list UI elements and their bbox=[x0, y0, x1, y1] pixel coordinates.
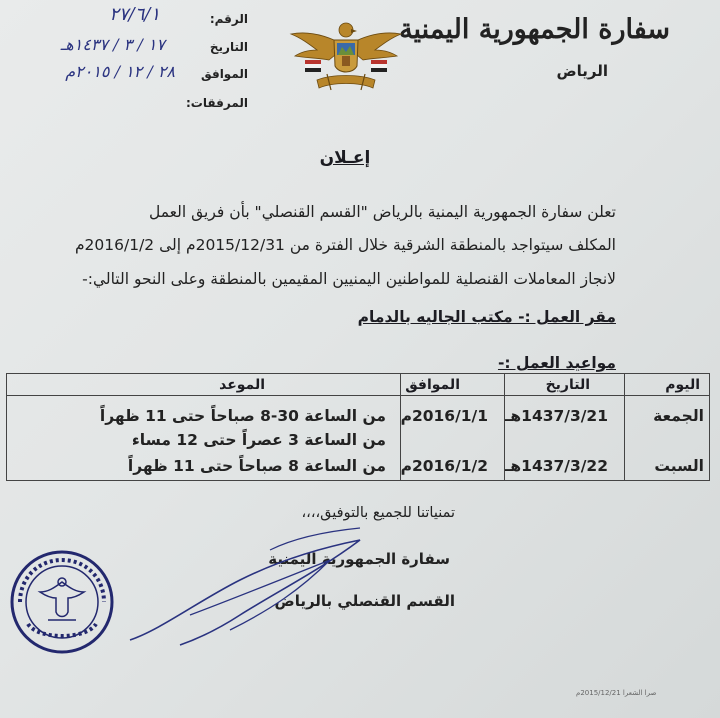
table-border-right bbox=[709, 373, 710, 481]
attachments-label: المرفقات: bbox=[186, 96, 248, 110]
row-date: 1437/3/21هـ bbox=[505, 407, 608, 425]
row-time: من الساعة 30-8 صباحاً حتى 11 ظهراً bbox=[99, 407, 386, 425]
work-hours-title: مواعيد العمل :- bbox=[497, 354, 616, 372]
yemen-eagle-emblem-icon bbox=[287, 16, 405, 98]
table-border-left bbox=[6, 373, 7, 481]
body-line-1: تعلن سفارة الجمهورية اليمنية بالرياض "القسم القنصلي" بأن فريق العمل bbox=[148, 203, 616, 221]
body-line-3: لانجاز المعاملات القنصلية للمواطنين اليمنيين المقيمين بالمنطقة وعلى النحو التالي:- bbox=[82, 270, 616, 288]
gregorian-label: الموافق bbox=[201, 67, 248, 81]
row-gregorian: 2016/1/2م bbox=[400, 457, 488, 475]
row-time: من الساعة 3 عصراً حتى 12 مساء bbox=[131, 431, 386, 449]
signature-line-1: سفارة الجمهورية اليمنية bbox=[268, 550, 450, 568]
header-day: اليوم bbox=[665, 377, 700, 393]
embassy-city: الرياض bbox=[556, 62, 608, 80]
table-border-bottom bbox=[6, 480, 710, 481]
table-border-top bbox=[6, 373, 710, 374]
ref-label: الرقم: bbox=[209, 12, 248, 26]
schedule-table bbox=[6, 373, 710, 481]
header-time: الموعد bbox=[219, 377, 265, 393]
row-date: 1437/3/22هـ bbox=[505, 457, 608, 475]
row-gregorian: 2016/1/1م bbox=[400, 407, 488, 425]
closing-text: تمنياتنا للجميع بالتوفيق،،،، bbox=[301, 505, 455, 521]
table-col-divider bbox=[624, 373, 625, 481]
ref-value: ٢٧/٦/١ bbox=[109, 4, 160, 25]
body-line-2: المكلف سيتواجد بالمنطقة الشرقية خلال الفترة من 2015/12/31م إلى 2016/1/2م bbox=[74, 236, 616, 254]
handwritten-signature-icon bbox=[120, 520, 390, 670]
date-label: التاريخ bbox=[209, 40, 248, 54]
announcement-title: إعـلان bbox=[319, 148, 371, 168]
date-value: ١٧ / ٣ / ١٤٣٧هـ bbox=[60, 35, 165, 54]
header-date: التاريخ bbox=[545, 377, 590, 393]
row-time: من الساعة 8 صباحاً حتى 11 ظهراً bbox=[127, 457, 386, 475]
gregorian-value: ٢٨ / ١٢ / ٢٠١٥م bbox=[65, 62, 175, 81]
signature-line-2: القسم القنصلي بالرياض bbox=[274, 592, 455, 610]
header-gregorian: الموافق bbox=[405, 377, 460, 393]
embassy-name: سفارة الجمهورية اليمنية bbox=[399, 14, 670, 45]
row-day: السبت bbox=[654, 457, 704, 475]
footnote: صرا الشعرا 2015/12/21م bbox=[576, 689, 657, 697]
workplace: مقر العمل :- مكتب الجاليه بالدمام bbox=[357, 308, 616, 326]
table-header-divider bbox=[6, 395, 710, 396]
row-day: الجمعة bbox=[653, 407, 704, 425]
official-stamp-icon bbox=[8, 548, 116, 656]
